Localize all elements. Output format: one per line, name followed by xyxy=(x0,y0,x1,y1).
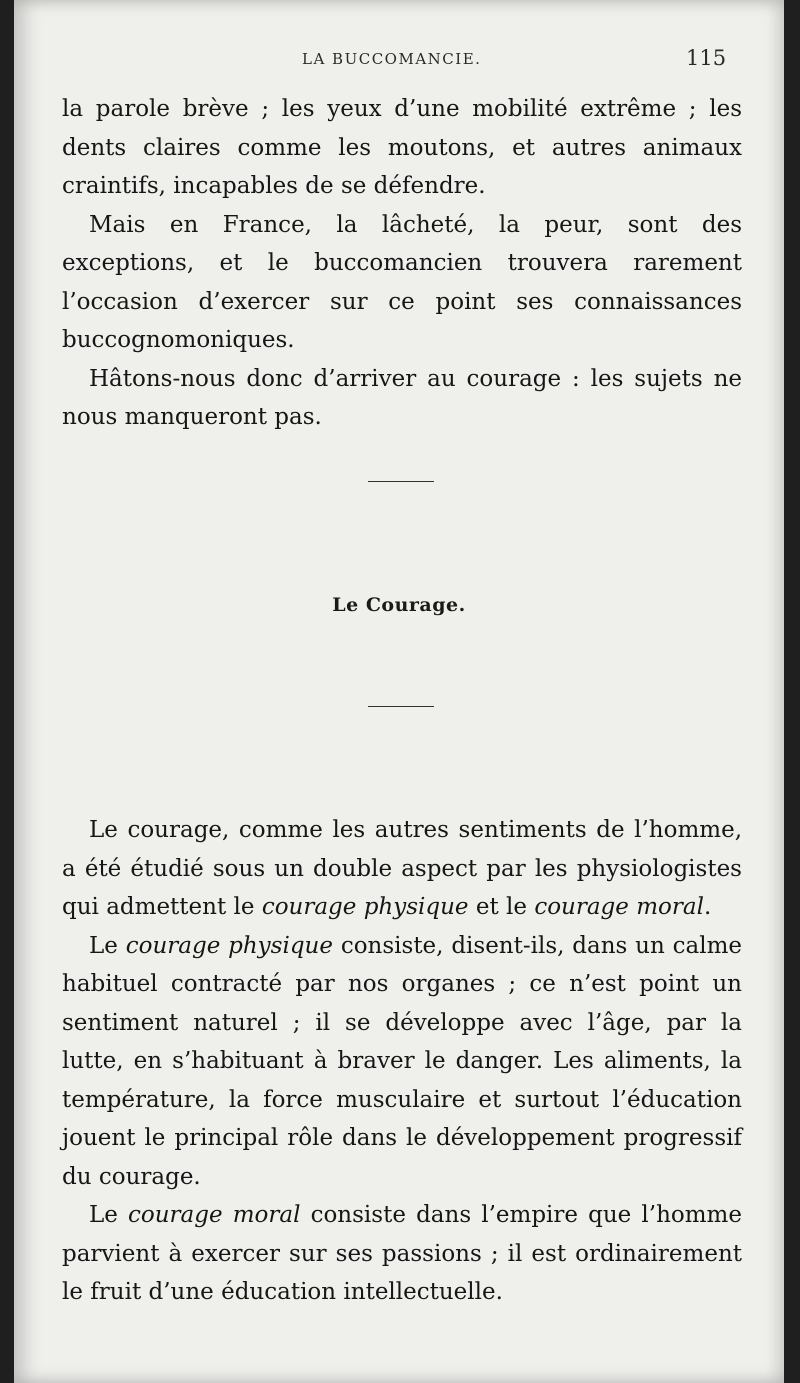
book-page xyxy=(14,0,784,1383)
text-run: Le xyxy=(89,932,126,959)
section-heading: Le Courage. xyxy=(332,594,466,616)
emphasis-courage-moral: courage moral xyxy=(534,894,704,920)
paragraph-courage-moral xyxy=(62,1196,742,1312)
running-title: LA BUCCOMANCIE. xyxy=(302,50,482,68)
emphasis-courage-moral: courage moral xyxy=(128,1202,301,1228)
text-run: Le xyxy=(89,1202,129,1228)
top-text-block xyxy=(62,90,742,437)
text-run: et le xyxy=(468,894,535,920)
paragraph-lachete: Mais en France, la lâcheté, la peur, sont des exceptions, et le buccomancien trouvera rarement l’occasion d’exercer sur ce point ses connaissances buccognomoniques. xyxy=(62,211,742,353)
emphasis-courage-physique: courage physique xyxy=(261,894,469,920)
section-rule-bottom xyxy=(368,706,434,707)
page-header xyxy=(14,46,784,76)
section-rule-top xyxy=(368,481,434,482)
text-run: consiste, disent-ils, dans un calme habituel contracté par nos organes ; ce n’est point un sentiment naturel ; il se développe avec l’âge, par la lutte, en s’habituant à braver le danger. Les aliments, la température, la force musculaire et surtout l’éducation jouent le principal rôle dans le développement progressif du courage. xyxy=(62,932,743,1190)
paragraph-courage-intro xyxy=(62,811,742,927)
text-run: . xyxy=(703,894,712,920)
paragraph-continuation: la parole brève ; les yeux d’une mobilité extrême ; les dents claires comme les moutons, et autres animaux craintifs, incapables de se défendre. xyxy=(62,96,742,199)
paragraph-courage-physique xyxy=(62,927,742,1197)
paragraph-transition: Hâtons-nous donc d’arriver au courage : les sujets ne nous manqueront pas. xyxy=(62,365,742,430)
page-number: 115 xyxy=(686,46,727,70)
body-text-block xyxy=(62,811,742,1312)
emphasis-courage-physique: courage physique xyxy=(125,932,333,959)
text-run: Le courage, comme les autres sentiments de l’homme, a été étudié sous un double aspect par les physiologistes qui admettent le xyxy=(62,817,742,920)
text-run: consiste dans l’empire que l’homme parvient à exercer sur ses passions ; il est ordinairement le fruit d’une éducation intellectuelle. xyxy=(62,1202,742,1305)
